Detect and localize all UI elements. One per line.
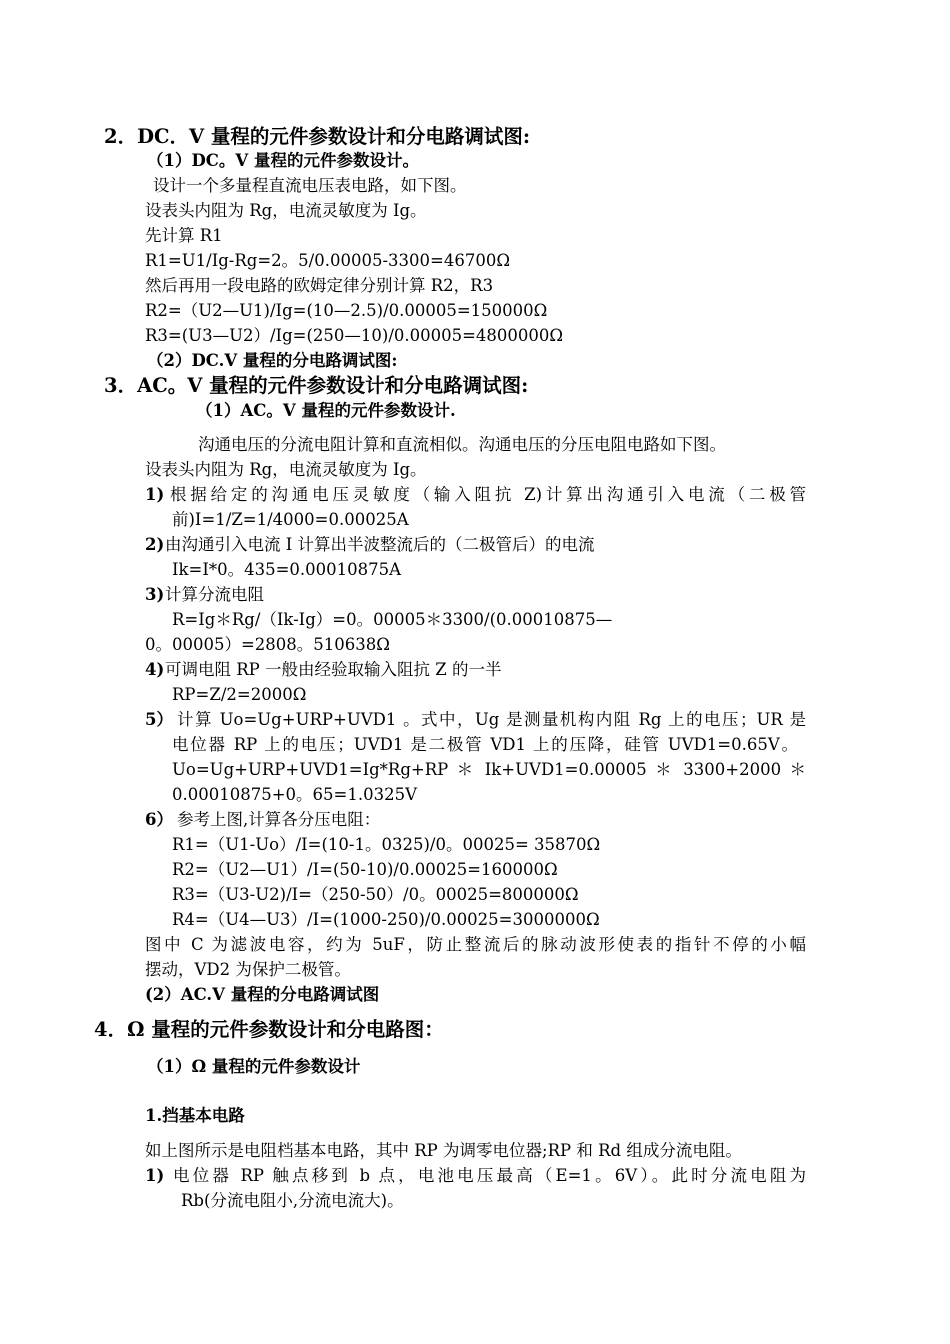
- subheading-acv-params: （1）AC。V 量程的元件参数设计.: [196, 401, 456, 420]
- list-item-text: 前)I=1/Z=1/4000=0.00025A: [172, 510, 409, 529]
- formula: Uo=Ug+URP+UVD1=Ig*Rg+RP ＊ Ik+UVD1=0.00005 ＊ 3300+2000 ＊: [172, 760, 806, 779]
- list-number: 3): [145, 585, 165, 604]
- formula: R3=（U3-U2)/I=（250-50）/0。00025=800000Ω: [172, 885, 579, 904]
- list-item-text: 计算 Uo=Ug+URP+UVD1 。式中，Ug 是测量机构内阻 Rg 上的电压；UR 是: [177, 710, 806, 729]
- section-heading-acv: 3．AC。V 量程的元件参数设计和分电路调试图:: [104, 374, 529, 397]
- list-item-text: 根据给定的沟通电压灵敏度（输入阻抗 Z)计算出沟通引入电流（二极管: [170, 485, 806, 504]
- formula: R2=（U2—U1）/I=(50-10)/0.00025=160000Ω: [172, 860, 558, 879]
- formula: R3=(U3—U2）/Ig=(250—10)/0.00005=4800000Ω: [145, 326, 564, 345]
- paragraph: 设表头内阻为 Rg，电流灵敏度为 Ig。: [145, 460, 427, 479]
- list-item-text: 电位器 RP 上的电压；UVD1 是二极管 VD1 上的压降，硅管 UVD1=0.65V。: [172, 735, 798, 754]
- list-number: 4): [145, 660, 165, 679]
- formula: RP=Z/2=2000Ω: [172, 685, 307, 704]
- paragraph: 如上图所示是电阻档基本电路，其中 RP 为调零电位器;RP 和 Rd 组成分流电阻。: [145, 1141, 742, 1160]
- list-item-text: 参考上图,计算各分压电阻：: [177, 810, 381, 829]
- formula: R2=（U2—U1)/Ig=(10—2.5)/0.00005=150000Ω: [145, 301, 548, 320]
- formula: Ik=I*0。435=0.00010875A: [172, 560, 402, 579]
- paragraph: 设表头内阻为 Rg，电流灵敏度为 Ig。: [145, 201, 427, 220]
- paragraph: 图中 C 为滤波电容，约为 5uF，防止整流后的脉动波形使表的指针不停的小幅: [145, 935, 806, 954]
- subheading-dcv-circuit: （2）DC.V 量程的分电路调试图:: [147, 351, 398, 370]
- paragraph: 摆动，VD2 为保护二极管。: [145, 960, 351, 979]
- paragraph: 设计一个多量程直流电压表电路，如下图。: [153, 176, 467, 195]
- paragraph: 先计算 R1: [145, 226, 223, 245]
- list-number: 1): [145, 485, 165, 504]
- list-number: 5）: [145, 710, 173, 729]
- section-heading-dcv: 2．DC．V 量程的元件参数设计和分电路调试图:: [104, 125, 531, 148]
- subheading-basic-circuit: 1.挡基本电路: [145, 1106, 245, 1125]
- formula: R4=（U4—U3）/I=(1000-250)/0.00025=3000000Ω: [172, 910, 600, 929]
- list-number: 2): [145, 535, 165, 554]
- formula: R=Ig＊Rg/（Ik-Ig）=0。00005＊3300/(0.00010875—: [172, 610, 613, 629]
- formula: 0。00005）=2808。510638Ω: [145, 635, 390, 654]
- section-heading-ohm: 4．Ω 量程的元件参数设计和分电路图：: [94, 1018, 444, 1041]
- list-item-text: 可调电阻 RP 一般由经验取输入阻抗 Z 的一半: [165, 660, 502, 679]
- subheading-dcv-params: （1）DC。V 量程的元件参数设计。: [147, 151, 419, 170]
- paragraph: 沟通电压的分流电阻计算和直流相似。沟通电压的分压电阻电路如下图。: [198, 435, 726, 454]
- subheading-ohm-params: （1）Ω 量程的元件参数设计: [147, 1057, 361, 1076]
- subheading-acv-circuit: (2）AC.V 量程的分电路调试图: [145, 985, 380, 1004]
- formula: 0.00010875+0。65=1.0325V: [172, 785, 418, 804]
- list-item-text: 计算分流电阻: [165, 585, 264, 604]
- list-item-text: Rb(分流电阻小,分流电流大)。: [181, 1191, 404, 1210]
- list-number: 1): [145, 1166, 165, 1185]
- formula: R1=U1/Ig-Rg=2。5/0.00005-3300=46700Ω: [145, 251, 511, 270]
- list-item-text: 由沟通引入电流 I 计算出半波整流后的（二极管后）的电流: [165, 535, 595, 554]
- list-item-text: 电位器 RP 触点移到 b 点，电池电压最高（E=1。6V）。此时分流电阻为: [173, 1166, 806, 1185]
- list-number: 6）: [145, 810, 173, 829]
- paragraph: 然后再用一段电路的欧姆定律分别计算 R2，R3: [145, 276, 494, 295]
- formula: R1=（U1-Uo）/I=(10-1。0325)/0。00025= 35870Ω: [172, 835, 601, 854]
